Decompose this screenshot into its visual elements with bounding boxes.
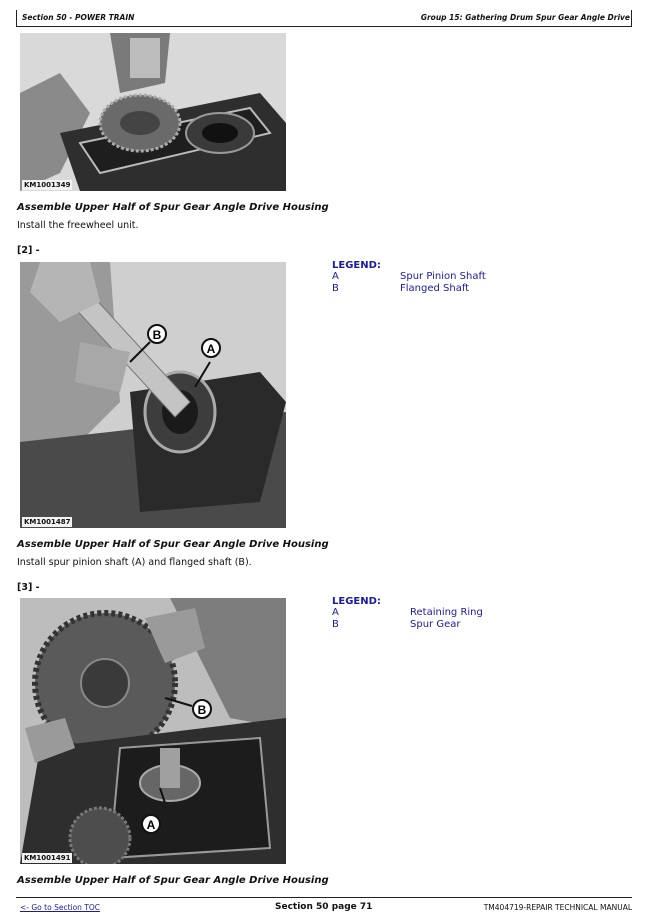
legend-value: Spur Pinion Shaft bbox=[400, 271, 486, 282]
legend-row bbox=[332, 283, 552, 295]
legend-1 bbox=[332, 260, 552, 295]
procedure-heading-1: Assemble Upper Half of Spur Gear Angle Drive Housing bbox=[17, 202, 329, 213]
page-header bbox=[16, 8, 632, 27]
callout-a-label: A bbox=[146, 818, 156, 832]
figure-3-caption: KM1001491 bbox=[24, 854, 71, 862]
figure-3-illustration bbox=[20, 598, 286, 864]
callout-b-label: B bbox=[197, 703, 207, 717]
group-title: Group 15: Gathering Drum Spur Gear Angle Drive bbox=[420, 13, 630, 22]
page-number: Section 50 page 71 bbox=[275, 902, 373, 912]
figure-2-caption: KM1001487 bbox=[24, 518, 71, 526]
legend-key: A bbox=[332, 271, 339, 282]
legend-value: Spur Gear bbox=[410, 619, 461, 630]
figure-2-photo bbox=[20, 262, 286, 528]
instruction-text-2: Install spur pinion shaft (A) and flanged shaft (B). bbox=[17, 557, 252, 568]
callout-b-label: B bbox=[152, 328, 162, 342]
figure-1-caption: KM1001349 bbox=[24, 181, 71, 189]
legend-2-title: LEGEND: bbox=[332, 596, 381, 607]
instruction-text-1: Install the freewheel unit. bbox=[17, 220, 139, 231]
legend-key: A bbox=[332, 607, 339, 618]
figure-2-illustration bbox=[20, 262, 286, 528]
legend-key: B bbox=[332, 619, 339, 630]
legend-2 bbox=[332, 596, 552, 631]
legend-key: B bbox=[332, 283, 339, 294]
procedure-heading-3: Assemble Upper Half of Spur Gear Angle Drive Housing bbox=[17, 875, 329, 886]
callout-a-label: A bbox=[206, 342, 216, 356]
figure-1-photo bbox=[20, 33, 286, 191]
figure-3-photo bbox=[20, 598, 286, 864]
section-title: Section 50 - POWER TRAIN bbox=[22, 13, 135, 22]
step-number-3: [3] - bbox=[17, 582, 40, 593]
go-to-section-toc-link[interactable]: <- Go to Section TOC bbox=[20, 903, 101, 912]
legend-row bbox=[332, 607, 552, 619]
footer-divider bbox=[16, 897, 632, 898]
manual-title: TM404719-REPAIR TECHNICAL MANUAL bbox=[483, 903, 632, 912]
header-divider-left bbox=[16, 10, 17, 26]
step-number-2: [2] - bbox=[17, 245, 40, 256]
legend-row bbox=[332, 271, 552, 283]
legend-value: Flanged Shaft bbox=[400, 283, 470, 294]
legend-1-title: LEGEND: bbox=[332, 260, 381, 271]
procedure-heading-2: Assemble Upper Half of Spur Gear Angle Drive Housing bbox=[17, 539, 329, 550]
header-divider-right bbox=[631, 10, 632, 26]
legend-row bbox=[332, 619, 552, 631]
legend-value: Retaining Ring bbox=[410, 607, 483, 618]
figure-1-illustration bbox=[20, 33, 286, 191]
